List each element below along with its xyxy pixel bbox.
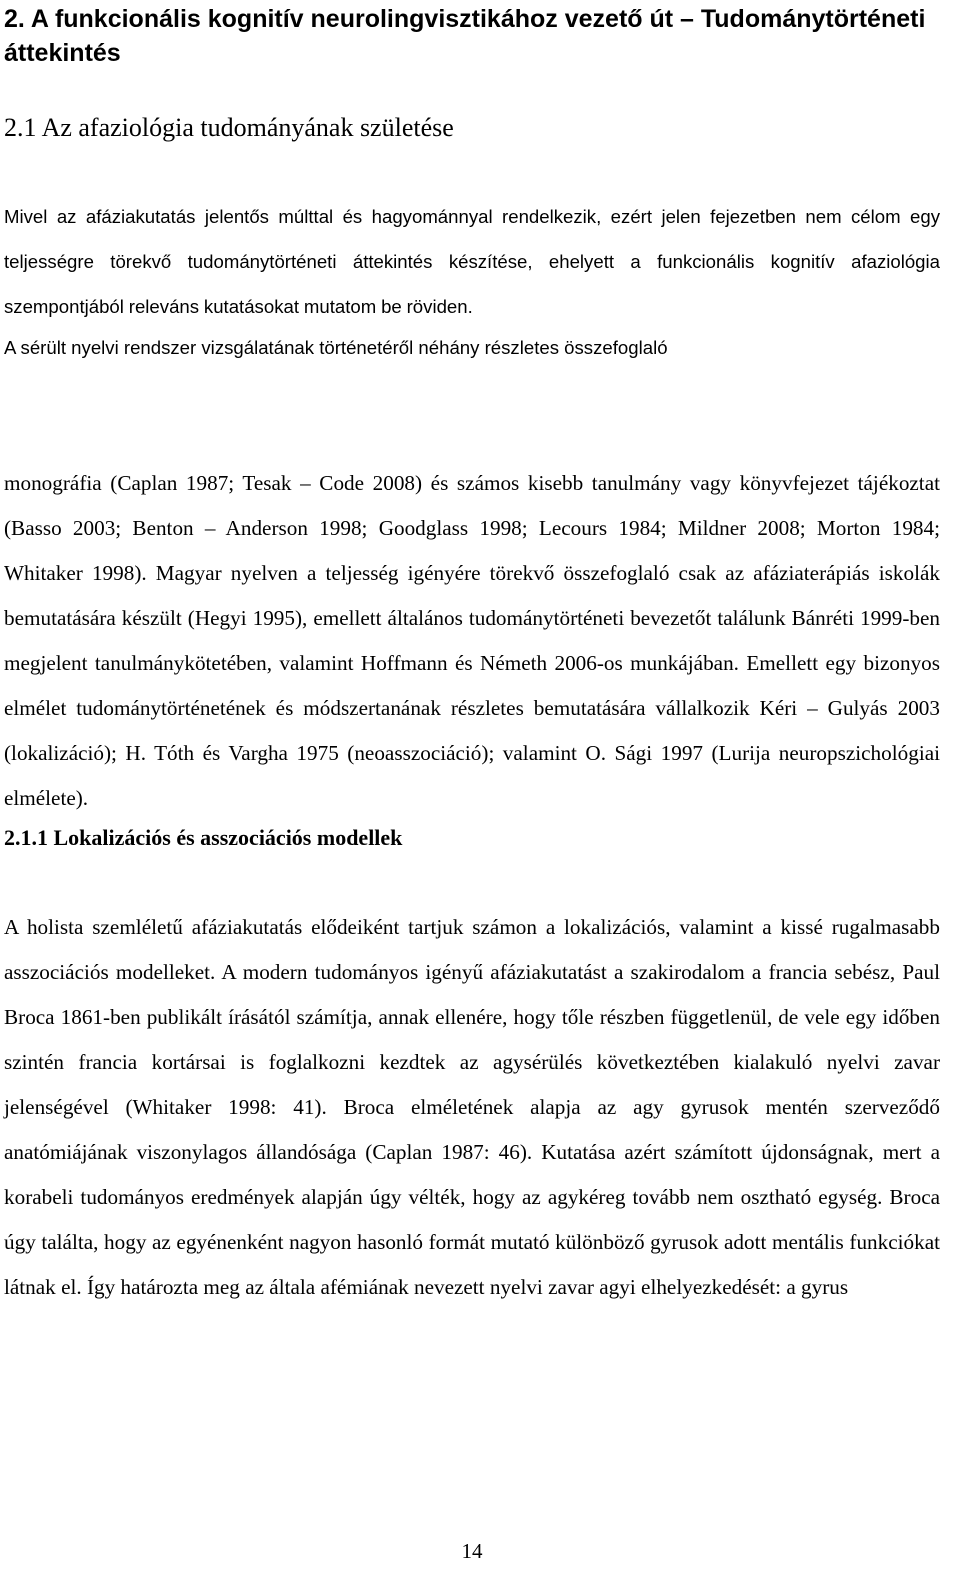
paragraph-history-start: A sérült nyelvi rendszer vizsgálatának történetéről néhány részletes összefoglaló <box>4 337 668 358</box>
subsection-title: 2.1.1 Lokalizációs és asszociációs modellek <box>4 825 403 850</box>
page-number: 14 <box>461 1539 483 1563</box>
paragraph-intro: Mivel az afáziakutatás jelentős múlttal és hagyománnyal rendelkezik, ezért jelen fejezetben nem célom egy teljességre törekvő tudománytörténeti áttekintés készítése, ehelyett a funkcionális kognitív afaziológia szempontjából releváns kutatásokat mutatom be röviden. <box>4 206 940 317</box>
paragraph-history-body: monográfia (Caplan 1987; Tesak – Code 2008) és számos kisebb tanulmány vagy könyvfejezet tájékoztat (Basso 2003; Benton – Anderson 1998; Goodglass 1998; Lecours 1984; Mildner 2008; Morton 1984; Whitaker 1998). Magyar nyelven a teljesség igényére törekvő összefoglaló csak az afáziaterápiás iskolák bemutatására készült (Hegyi 1995), emellett általános tudománytörténeti bevezetőt találunk Bánréti 1999-ben megjelent tanulmánykötetében, valamint Hoffmann és Németh 2006-os munkájában. Emellett egy bizonyos elmélet tudománytörténetének és módszertanának részletes bemutatására vállalkozik Kéri – Gulyás 2003 (lokalizáció); H. Tóth és Vargha 1975 (neoasszociáció); valamint O. Sági 1997 (Lurija neuropszichológiai elmélete). <box>4 471 940 810</box>
section-title: 2.1 Az afaziológia tudományának születése <box>4 113 454 142</box>
paragraph-localization: A holista szemléletű afáziakutatás elődeiként tartjuk számon a lokalizációs, valamint a kissé rugalmasabb asszociációs modelleket. A modern tudományos igényű afáziakutatást a szakirodalom a francia sebész, Paul Broca 1861-ben publikált írásától számítja, annak ellenére, hogy tőle részben függetlenül, de vele egy időben szintén francia kortársai is foglalkozni kezdtek az agysérülés következtében kialakuló nyelvi zavar jelenségével (Whitaker 1998: 41). Broca elméletének alapja az agy gyrusok mentén szerveződő anatómiájának viszonylagos állandósága (Caplan 1987: 46). Kutatása azért számított újdonságnak, mert a korabeli tudományos eredmények alapján úgy vélték, hogy az agykéreg tovább nem osztható egység. Broca úgy találta, hogy az egyénenként nagyon hasonló formát mutató különböző gyrusok adott mentális funkciókat látnak el. Így határozta meg az általa afémiának nevezett nyelvi zavar agyi elhelyezkedését: a gyrus <box>4 915 940 1299</box>
chapter-title: 2. A funkcionális kognitív neurolingvisztikához vezető út – Tudománytörténeti áttekintés <box>4 5 926 67</box>
